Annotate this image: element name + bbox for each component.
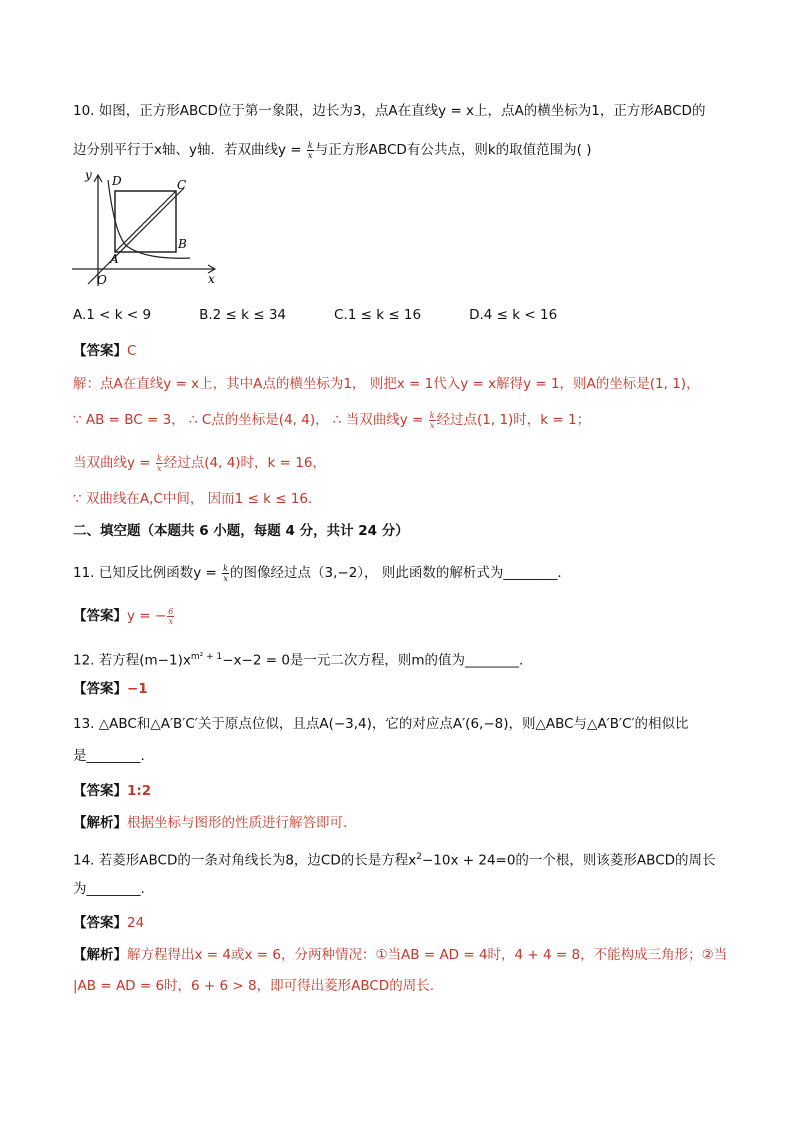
q14-answer-value: 24 (127, 915, 145, 931)
q12-exponent: m² + 1 (190, 652, 223, 662)
q10-figure (68, 168, 228, 290)
q14-stem-b: −10x + 24=0的一个根，则该菱形ABCD的周长 (421, 852, 716, 869)
option-d: D.4 ≤ k < 16 (469, 307, 558, 323)
q11-stem-b: 的图像经过点（3,−2）， 则此函数的解析式为________. (230, 565, 562, 581)
option-c: C.1 ≤ k ≤ 16 (334, 307, 422, 323)
q10-stem-line2 (73, 140, 591, 160)
q13-analysis-text: 根据坐标与图形的性质进行解答即可. (127, 815, 348, 831)
q14-stem-line1 (73, 847, 716, 871)
answer-tag: 【答案】 (73, 608, 127, 624)
q11-answer-num: 6 (168, 606, 174, 616)
q10-stem-part-b: 与正方形ABCD有公共点，则k的取值范围为( ) (314, 142, 592, 158)
q10-frac-den: x (308, 150, 313, 160)
q10-sol2-fraction (429, 411, 436, 430)
q13-answer-value: 1:2 (127, 783, 152, 799)
answer-tag: 【答案】 (73, 343, 127, 359)
q11-answer-den: x (168, 616, 173, 626)
analysis-tag: 【解析】 (73, 815, 127, 831)
q10-sol3-frac-den: x (157, 463, 162, 473)
q12-stem-a: 12. 若方程(m−1)x (73, 652, 191, 669)
q10-solution-line2-a: ∵ AB = BC = 3， ∴ C点的坐标是(4, 4)， ∴ 当双曲线y = (73, 412, 428, 428)
q14-analysis-line1 (73, 945, 727, 965)
q10-solution-line3 (73, 453, 326, 473)
q11-frac-num: k (223, 563, 229, 573)
q10-solution-line4: ∵ 双曲线在A,C中间， 因而1 ≤ k ≤ 16. (73, 491, 313, 507)
q11-answer-fraction (167, 607, 174, 626)
analysis-tag: 【解析】 (73, 947, 127, 963)
q12-answer (73, 679, 148, 699)
q10-fraction (307, 141, 314, 160)
q10-options (73, 305, 605, 325)
q11-answer (73, 606, 175, 626)
q12-stem (73, 647, 523, 671)
q10-sol2-frac-den: x (429, 420, 435, 430)
q14-answer (73, 913, 144, 933)
label-y: y (85, 168, 92, 182)
answer-tag: 【答案】 (73, 783, 127, 799)
q11-answer-a: y = − (127, 608, 167, 624)
option-b: B.2 ≤ k ≤ 34 (199, 307, 287, 323)
q14-analysis-line2: |AB = AD = 6时，6 + 6 > 8，即可得出菱形ABCD的周长. (73, 978, 434, 994)
q10-solution-line1: 解：点A在直线y = x上，其中A点的横坐标为1， 则把x = 1代入y = x解得y = 1，则A的坐标是(1, 1)， (73, 376, 700, 392)
answer-tag: 【答案】 (73, 915, 127, 931)
q10-solution-line3-b: 经过点(4, 4)时，k = 16， (163, 455, 326, 471)
q11-fraction (222, 564, 229, 583)
q13-analysis (73, 813, 347, 833)
q10-solution-line3-a: 当双曲线y = (73, 455, 155, 471)
q10-sol2-frac-num: k (429, 410, 435, 420)
section-title: 二、填空题（本题共 6 小题，每题 4 分，共计 24 分） (73, 523, 409, 539)
q10-solution-line2 (73, 410, 590, 430)
q14-stem-a: 14. 若菱形ABCD的一条对角线长为8，边CD的长是方程x (73, 852, 417, 869)
q13-answer (73, 781, 151, 801)
q12-answer-value: −1 (127, 681, 148, 697)
label-x: x (208, 272, 215, 286)
answer-value: C (127, 343, 137, 359)
q13-stem-line1: 13. △ABC和△A′B′C′关于原点位似，且点A(−3,4)，它的对应点A′(6,−8)，则△ABC与△A′B′C′的相似比 (73, 716, 689, 732)
q10-stem-line1: 10. 如图，正方形ABCD位于第一象限，边长为3，点A在直线y = x上，点A的横坐标为1，正方形ABCD的 (73, 103, 706, 119)
q10-solution-line2-b: 经过点(1, 1)时，k = 1； (436, 412, 591, 428)
label-b: B (178, 237, 187, 251)
answer-tag: 【答案】 (73, 681, 127, 697)
label-d: D (112, 174, 122, 188)
q11-frac-den: x (223, 573, 228, 583)
q11-stem-a: 11. 已知反比例函数y = (73, 565, 222, 581)
option-a: A.1 < k < 9 (73, 307, 152, 323)
q12-stem-b: −x−2 = 0是一元二次方程，则m的值为________. (222, 652, 524, 669)
q11-stem (73, 563, 562, 583)
q14-analysis-text1: 解方程得出x = 4或x = 6，分两种情况：①当AB = AD = 4时，4 + 4 = 8，不能构成三角形；②当 (127, 947, 728, 963)
q10-answer (73, 341, 136, 361)
q10-sol3-fraction (156, 454, 163, 473)
q10-sol3-frac-num: k (156, 453, 162, 463)
label-o: O (97, 273, 107, 287)
label-c: C (177, 178, 187, 192)
q13-stem-line2: 是________. (73, 748, 145, 764)
q14-stem-line2: 为________. (73, 881, 145, 897)
label-a: A (110, 252, 119, 266)
q10-frac-num: k (307, 140, 313, 150)
q10-stem-part-a: 边分别平行于x轴、y轴．若双曲线y = (73, 142, 306, 158)
q14-exponent: 2 (416, 852, 422, 862)
